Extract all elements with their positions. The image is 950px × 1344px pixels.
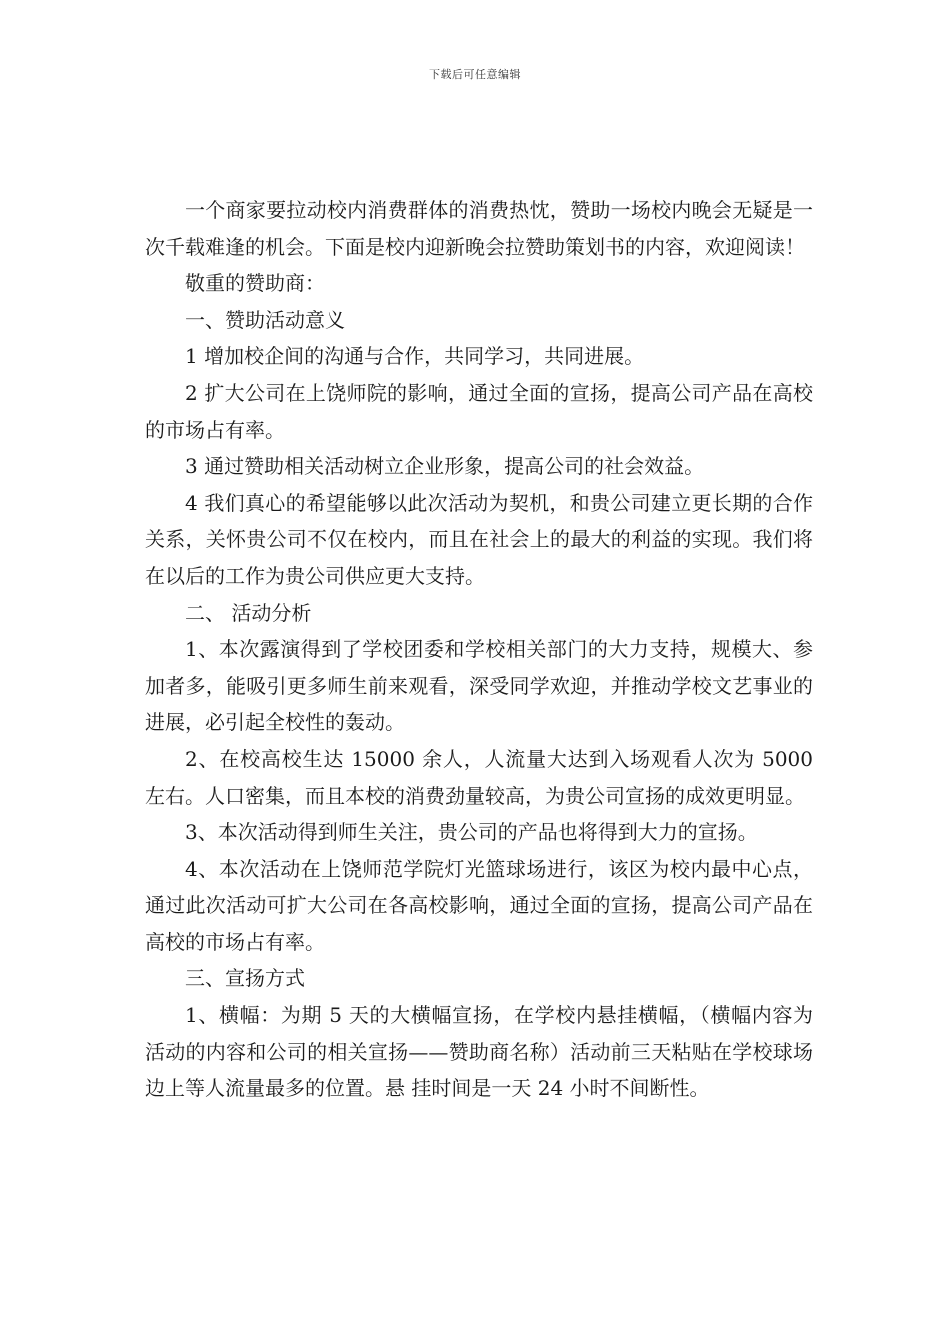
- list-item: 1 增加校企间的沟通与合作，共同学习，共同进展。: [185, 344, 645, 369]
- page-header: 下载后可任意编辑: [429, 68, 521, 81]
- section-heading-3: 三、宣扬方式: [185, 966, 305, 991]
- list-item: 1、本次露演得到了学校团委和学校相关部门的大力支持，规模大、参加者多，能吸引更多师生前来观看，深受同学欢迎，并推动学校文艺事业的进展，必引起全校性的轰动。: [145, 637, 813, 735]
- section-heading-2: 二、 活动分析: [185, 600, 312, 625]
- list-item: 3 通过赞助相关活动树立企业形象，提高公司的社会效益。: [185, 454, 705, 479]
- list-item: 3、本次活动得到师生关注，贵公司的产品也将得到大力的宣扬。: [185, 820, 758, 845]
- intro-paragraph: 一个商家要拉动校内消费群体的消费热忱，赞助一场校内晚会无疑是一次千载难逢的机会。下面是校内迎新晚会拉赞助策划书的内容，欢迎阅读！: [145, 198, 813, 259]
- document-body: [145, 192, 813, 1107]
- list-item: 4 我们真心的希望能够以此次活动为契机，和贵公司建立更长期的合作关系，关怀贵公司不仅在校内，而且在社会上的最大的利益的实现。我们将在以后的工作为贵公司供应更大支持。: [145, 490, 813, 588]
- section-heading-1: 一、赞助活动意义: [185, 307, 345, 332]
- list-item: 4、本次活动在上饶师范学院灯光篮球场进行，该区为校内最中心点，通过此次活动可扩大公司在各高校影响，通过全面的宣扬，提高公司产品在高校的市场占有率。: [145, 856, 813, 954]
- list-item: 2、在校高校生达 15000 余人，人流量大达到入场观看人次为 5000 左右。人口密集，而且本校的消费劲量较高，为贵公司宣扬的成效更明显。: [145, 746, 813, 808]
- salutation: 敬重的赞助商：: [185, 271, 325, 296]
- list-item: 1、横幅：为期 5 天的大横幅宣扬，在学校内悬挂横幅，（横幅内容为活动的内容和公司的相关宣扬——赞助商名称）活动前三天粘贴在学校球场边上等人流量最多的位置。悬 挂时间是一天 24 小时不间断性。: [145, 1003, 813, 1101]
- list-item: 2 扩大公司在上饶师院的影响，通过全面的宣扬，提高公司产品在高校的市场占有率。: [145, 380, 813, 442]
